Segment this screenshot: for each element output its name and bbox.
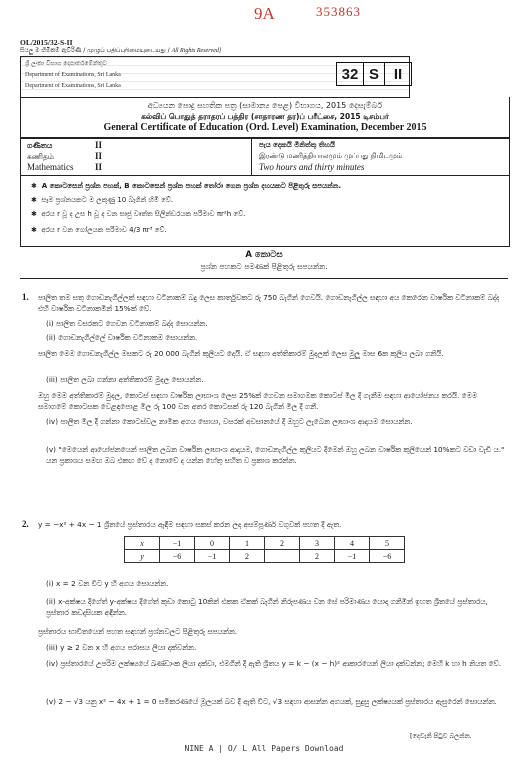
table-header-y: y xyxy=(125,550,160,563)
q2-part-iii: (iii) y ≥ 2 වන x හි අගය පරාසය ලියා දක්වන්න. xyxy=(46,643,197,652)
footer-watermark: NINE A | O/ L All Papers Download xyxy=(184,744,344,753)
instruction-2: ✱ සෑම ප්‍රශ්නයකට ම ලකුණු 10 බැගින් හිමි වේ. xyxy=(31,196,174,204)
subject-cell xyxy=(21,139,252,175)
q1-intro: පාලිත තම සතු ගොඩනැගිල්ලක් සඳහා වටිනාකම් බදු ලෙස කාර්තුවකට රු 750 බැගින් ගෙවයි. ගොඩනැගිල්ල සඳහා අය කෙරෙන වාර්ෂික වටිනාකම් බද්ද එහි වාර්ෂික වටිනාකමින් 15%ක් වේ. xyxy=(38,293,500,313)
instruction-1: ✱ A කොටසෙන් ප්‍රශ්න පහක්, B කොටසෙන් ප්‍රශ්න පහක් තෝරා ගෙන ප්‍රශ්න දහයකට පිළිතුරු සපයන්න. xyxy=(31,182,342,190)
q1-part-i: (i) පාලිත වසරකට ගෙවන වටිනාකම් බද්ද සොයන්න. xyxy=(46,319,208,328)
q2-part-i: (i) x = 2 වන විට y හි අගය සොයන්න. xyxy=(46,579,169,588)
paper-code-box xyxy=(336,62,412,86)
q2-part-iv: (iv) ප්‍රස්තාරයේ උපරිම ලක්ෂ්‍යයේ ඛණ්ඩාංක ලියා දක්වා, එමගින් දී ඇති ශ්‍රිතය y = k − (x − h)² ආකාරයෙන් ලියා දක්වන්න; මෙහි k හා h නියත වේ. xyxy=(46,659,502,668)
dept-line-si: ශ්‍රී ලංකා විභාග දෙපාර්තමේන්තුව xyxy=(25,60,108,67)
section-title: A කොටස xyxy=(245,250,283,260)
dept-line-en-2: Department of Examinations, Sri Lanka xyxy=(25,83,121,89)
q1-mid-text: පාලිත මෙම ගොඩනැගිල්ල මසකට රු 20 000 බැගින් කුලියට දෙයි. ඒ සඳහා අත්තිකාරම් මුදලක් ලෙස මුලු මාස 6ක කුලිය ලබා ගනියි. xyxy=(38,349,444,358)
q1-number: 1. xyxy=(22,292,29,302)
table-cell: 1 xyxy=(230,537,265,550)
table-header-x: x xyxy=(125,537,160,550)
paper-code-letter: S xyxy=(364,63,385,85)
instruction-3: ✱ අරය r වූ ද උස h වූ ද වන සෘජු වෘත්ත සිලින්ඩරයක පරිමාව πr²h වේ. xyxy=(31,210,246,218)
q2-part-v: (v) 2 − √3 යනු x² − 4x + 1 = 0 සමීකරණයේ මූලයක් බව දී ඇති විට, √3 සඳහා ආසන්න අගයක්, සුදුසු ලක්ෂ්‍යයක් ප්‍රස්තාරය ඇසුරෙන් සොයන්න. xyxy=(46,697,497,706)
table-cell: −1 xyxy=(195,550,230,563)
table-cell xyxy=(265,550,300,563)
subject-si: ගණිතය xyxy=(27,141,53,150)
part-no-3: II xyxy=(95,162,103,172)
part-no-2: II xyxy=(95,151,103,161)
table-cell: −6 xyxy=(160,550,195,563)
dept-line-en-1: Department of Examinations, Sri Lanka xyxy=(25,72,121,78)
section-subtitle: ප්‍රශ්න පහකට පමණක් පිළිතුරු සපයන්න. xyxy=(200,262,328,271)
rights-notice xyxy=(20,47,221,55)
subject-ta: கணிதம் xyxy=(27,152,54,161)
q2-note: ප්‍රස්තාරය භාවිතයෙන් පහත සඳහන් ප්‍රශ්නවලට පිළිතුරු සපයන්න. xyxy=(38,627,238,636)
q1-part-iii: (iii) පාලිත ලබා ගන්නා අත්තිකාරම් මුදල සොයන්න. xyxy=(46,375,204,384)
exam-title-ta: கல்விப் பொதுத் தராதரப் பத்திர (சாதாரண தர)ப் பரீட்சை, 2015 டிசம்பர் xyxy=(141,112,389,121)
exam-title-block xyxy=(20,97,510,138)
q1-part-ii: (ii) ගොඩනැගිල්ලේ වාර්ෂික වටිනාකම සොයන්න. xyxy=(46,333,198,342)
section-divider xyxy=(20,278,508,279)
table-cell: 4 xyxy=(335,537,370,550)
q2-part-ii: (ii) x-අක්ෂය දිගේත් y-අක්ෂය දිගේත් කුඩා කොටු 10කින් එකක ඒකක් බැගින් නිරූපණය වන සේ පරිමාණය යොදා ගනිමින් ඉහත ශ්‍රිතයේ ප්‍රස්තාරය, ප්‍රස්තාර කඩදාසියක අඳින්න. xyxy=(46,597,488,617)
q1-mid-text-2: ඔහු මෙම අත්තිකාරම් මුදල, කොටස් සඳහා වාර්ෂික ලාභාංශ ලෙස 25%ක් ගෙවන සමාගමක කොටස් මිල දී ගැනීම සඳහා ආයෝජනය කරයි. මෙම සමාගමේ කොටසක වෙළඳපොළ මිල රු 100 වන අතර කොටසක් රු 120 බැගින් මිල දී ගනී. xyxy=(38,391,478,411)
q1-part-iv: (iv) පාලිත මිල දී ගන්නා කොටස්වල නාමික අගය සොයා, වසරක් අවසානයේ දී ඔහුට ලැබෙන ලාභාංශ ආදායම සොයන්න. xyxy=(46,417,413,426)
table-row-x xyxy=(125,537,405,550)
table-cell: 0 xyxy=(195,537,230,550)
paper-code-part: II xyxy=(393,65,403,83)
values-table xyxy=(124,536,405,563)
rights-si: සියලු ම හිමිකම් ඇවිරිණි / முழுப் பதிப்புரிமையுடையது / xyxy=(20,47,170,54)
table-cell: 5 xyxy=(370,537,405,550)
instructions-box xyxy=(20,175,510,247)
q2-number: 2. xyxy=(22,519,29,529)
handwritten-number: 353863 xyxy=(316,4,361,19)
subject-time-block xyxy=(20,138,510,176)
turn-over-note: [දෙවැනි පිටුව බලන්න. xyxy=(410,732,472,740)
table-cell: −1 xyxy=(160,537,195,550)
table-row-y xyxy=(125,550,405,563)
instruction-4: ✱ අරය r වන ගෝලයක පරිමාව 4/3 πr³ වේ. xyxy=(31,226,167,234)
q1-part-v: (v) "මෙයෙන් ආයෝජනයෙන් පාලිත ලබන වාර්ෂික ලාභාංශ ආදායම, ගොඩනැගිල්ල කුලියට දීමෙන් ඔහු ලබන වාර්ෂික කුලියෙන් 10%කට වඩා වැඩි ය." යන ප්‍රකාශය සමඟ ඔබ එකඟ වේ ද නොවේ ද යන්න හේතු සහිත ව ප්‍රකාශ කරන්න. xyxy=(46,445,505,465)
paper-code-ref: OL/2015/32-S-II xyxy=(20,38,73,47)
table-cell: −1 xyxy=(335,550,370,563)
q2-intro: y = −x² + 4x − 1 ශ්‍රිතයේ ප්‍රස්තාරය ඇඳීම සඳහා සකස් කරන ලද අසම්පූර්ණ වගුවක් පහත දී ඇත. xyxy=(38,520,342,529)
time-ta: இரண்டு மணித்தியாலமும் முப்பது நிமிடமும் xyxy=(259,152,403,160)
table-cell: 2 xyxy=(265,537,300,550)
time-en: Two hours and thirty minutes xyxy=(259,162,365,172)
rights-en: All Rights Reserved] xyxy=(171,48,222,54)
time-si: පැය දෙකයි මිනිත්තු තිහයි xyxy=(259,141,335,149)
table-cell: 2 xyxy=(300,550,335,563)
part-no-1: II xyxy=(95,140,103,150)
handwritten-mark: 9A xyxy=(254,4,275,23)
exam-title-en: General Certificate of Education (Ord. Level) Examination, December 2015 xyxy=(103,122,427,133)
table-cell: −6 xyxy=(370,550,405,563)
subject-en: Mathematics xyxy=(27,162,74,172)
table-cell: 3 xyxy=(300,537,335,550)
paper-code-number: 32 xyxy=(337,63,364,85)
exam-title-si: අධ්‍යයන පොදු සහතික පත්‍ර (සාමාන්‍ය පෙළ) විභාගය, 2015 දෙසැම්බර් xyxy=(147,101,383,110)
table-cell: 2 xyxy=(230,550,265,563)
